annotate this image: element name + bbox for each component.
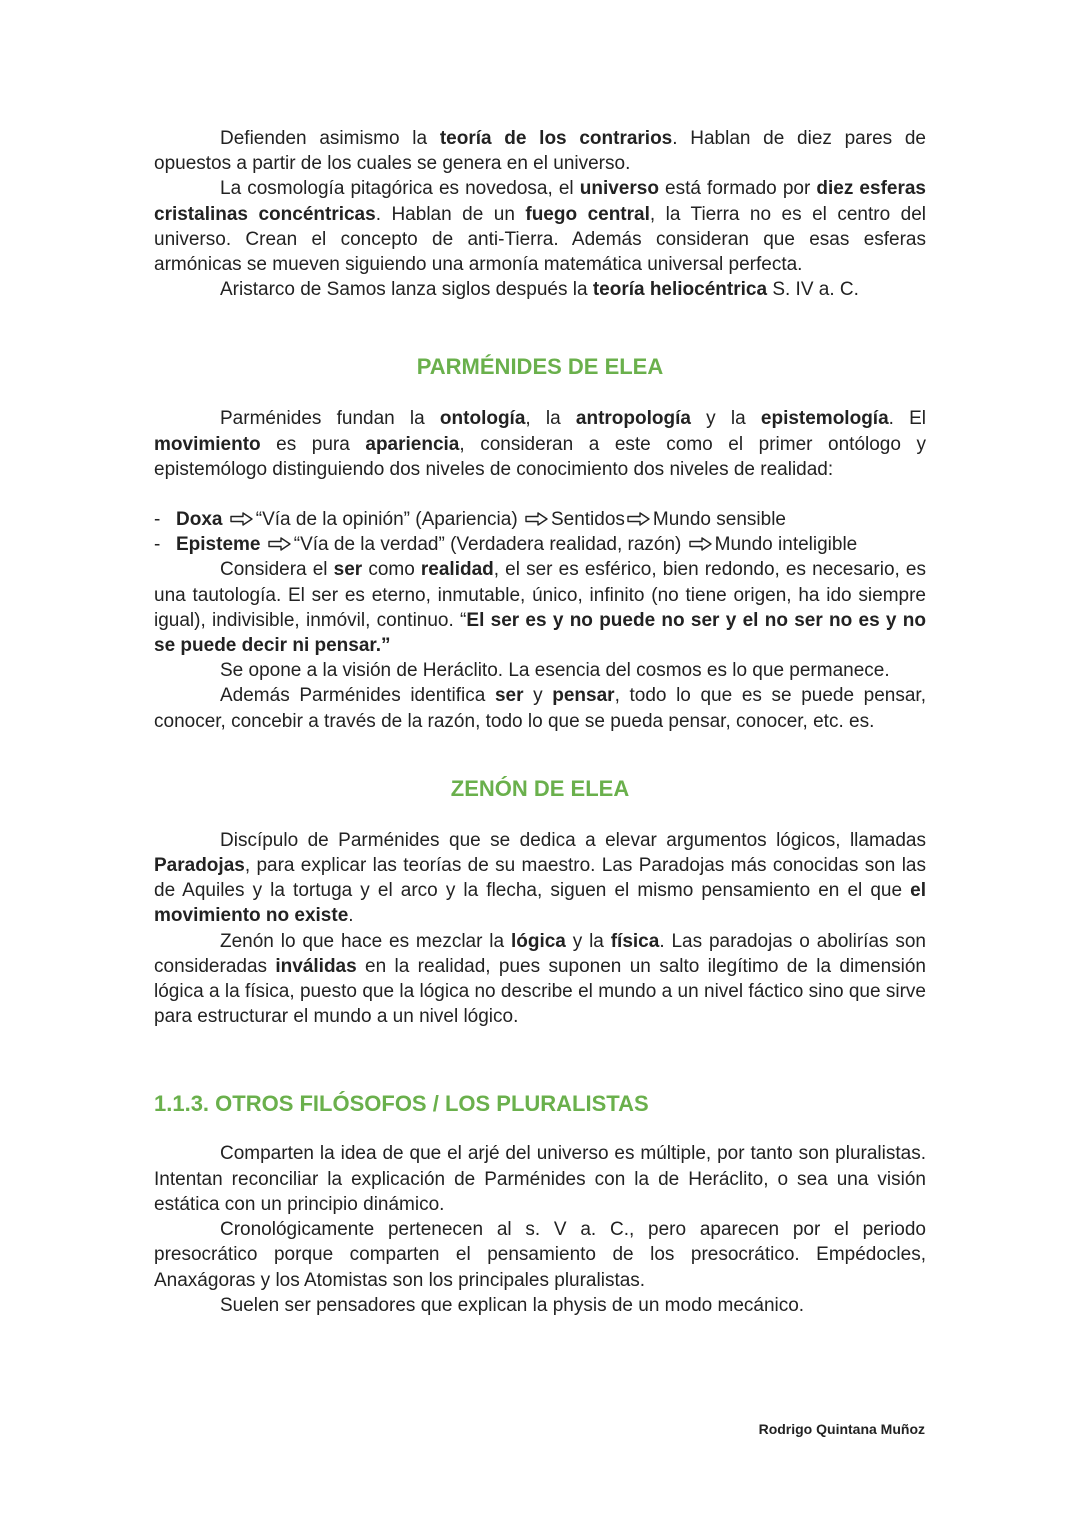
outline-right-arrow-icon: [230, 512, 254, 526]
zenon-paragraph-1: Discípulo de Parménides que se dedica a elevar argumentos lógicos, llamadas Paradojas, para explicar las teorías de su maestro. Las Paradojas más conocidas son las de Aquiles y la tortuga y el arco y la flecha, siguen el mismo pensamiento en el que el movimiento no existe.: [154, 829, 926, 927]
outline-right-arrow-icon: [627, 512, 651, 526]
bullet-term: Episteme: [176, 534, 261, 556]
parmenides-heading: PARMÉNIDES DE ELEA: [416, 354, 664, 380]
pluralistas-paragraph-1: Comparten la idea de que el arjé del universo es múltiple, por tanto son pluralistas. Intentan reconciliar la explicación de Parménides con la de Heráclito, o sea una visión estática con un principio dinámico.: [154, 1143, 926, 1215]
parmenides-paragraph-3: Se opone a la visión de Heráclito. La esencia del cosmos es lo que permanece.: [220, 660, 890, 682]
pluralistas-heading: 1.1.3. OTROS FILÓSOFOS / LOS PLURALISTAS: [154, 1091, 649, 1117]
parmenides-paragraph-4: Además Parménides identifica ser y pensar, todo lo que es se puede pensar, conocer, concebir a través de la razón, todo lo que se pueda pensar, conocer, etc. es.: [154, 685, 926, 732]
bullet-dash: -: [154, 534, 161, 556]
pitagoricos-paragraph-1: Defienden asimismo la teoría de los contrarios. Hablan de diez pares de opuestos a partir de los cuales se genera en el universo.: [154, 128, 926, 175]
parmenides-paragraph-1: Parménides fundan la ontología, la antropología y la epistemología. El movimiento es pura apariencia, consideran a este como el primer ontólogo y epistemólogo distinguiendo dos niveles de conocimiento dos niveles de realidad:: [154, 408, 927, 480]
bullet-dash: -: [154, 509, 161, 531]
bullet-episteme: - Episteme “Vía de la verdad” (Verdadera realidad, razón) Mundo inteligible: [154, 532, 926, 557]
pluralistas-paragraph-3: Suelen ser pensadores que explican la physis de un modo mecánico.: [220, 1294, 805, 1316]
pluralistas-paragraph-2: Cronológicamente pertenecen al s. V a. C., pero aparecen por el periodo presocrático porque comparten el pensamiento de los presocrático. Empédocles, Anaxágoras y los Atomistas son los principales pluralistas.: [154, 1219, 926, 1291]
footer-author: Rodrigo Quintana Muñoz: [758, 1421, 925, 1437]
outline-right-arrow-icon: [268, 537, 292, 551]
outline-right-arrow-icon: [525, 512, 549, 526]
pitagoricos-paragraph-2: La cosmología pitagórica es novedosa, el universo está formado por diez esferas cristalinas concéntricas. Hablan de un fuego central, la Tierra no es el centro del universo. Crean el concepto de anti-Tierra. Además consideran que esas esferas armónicas se mueven siguiendo una armonía matemática universal perfecta.: [154, 178, 926, 276]
bullet-doxa: - Doxa “Vía de la opinión” (Apariencia) Sentidos Mundo sensible: [154, 507, 926, 532]
page-content: [154, 126, 926, 1318]
zenon-heading: ZENÓN DE ELEA: [450, 775, 630, 801]
pitagoricos-paragraph-3: Aristarco de Samos lanza siglos después la teoría heliocéntrica S. IV a. C.: [220, 279, 859, 301]
parmenides-paragraph-2: Considera el ser como realidad, el ser es esférico, bien redondo, es necesario, es una tautología. El ser es eterno, inmutable, único, infinito (no tiene origen, ha ido siempre igual), indivisible, inmóvil, continuo. “El ser es y no puede no ser y el no ser no es y no se puede decir ni pensar.”: [154, 559, 926, 657]
zenon-paragraph-2: Zenón lo que hace es mezclar la lógica y la física. Las paradojas o abolirías son consideradas inválidas en la realidad, pues suponen un salto ilegítimo de la dimensión lógica a la física, puesto que la lógica no describe el mundo a un nivel fáctico sino que sirve para estructurar el mundo a un nivel lógico.: [154, 930, 927, 1028]
outline-right-arrow-icon: [689, 537, 713, 551]
bullet-term: Doxa: [176, 509, 223, 531]
